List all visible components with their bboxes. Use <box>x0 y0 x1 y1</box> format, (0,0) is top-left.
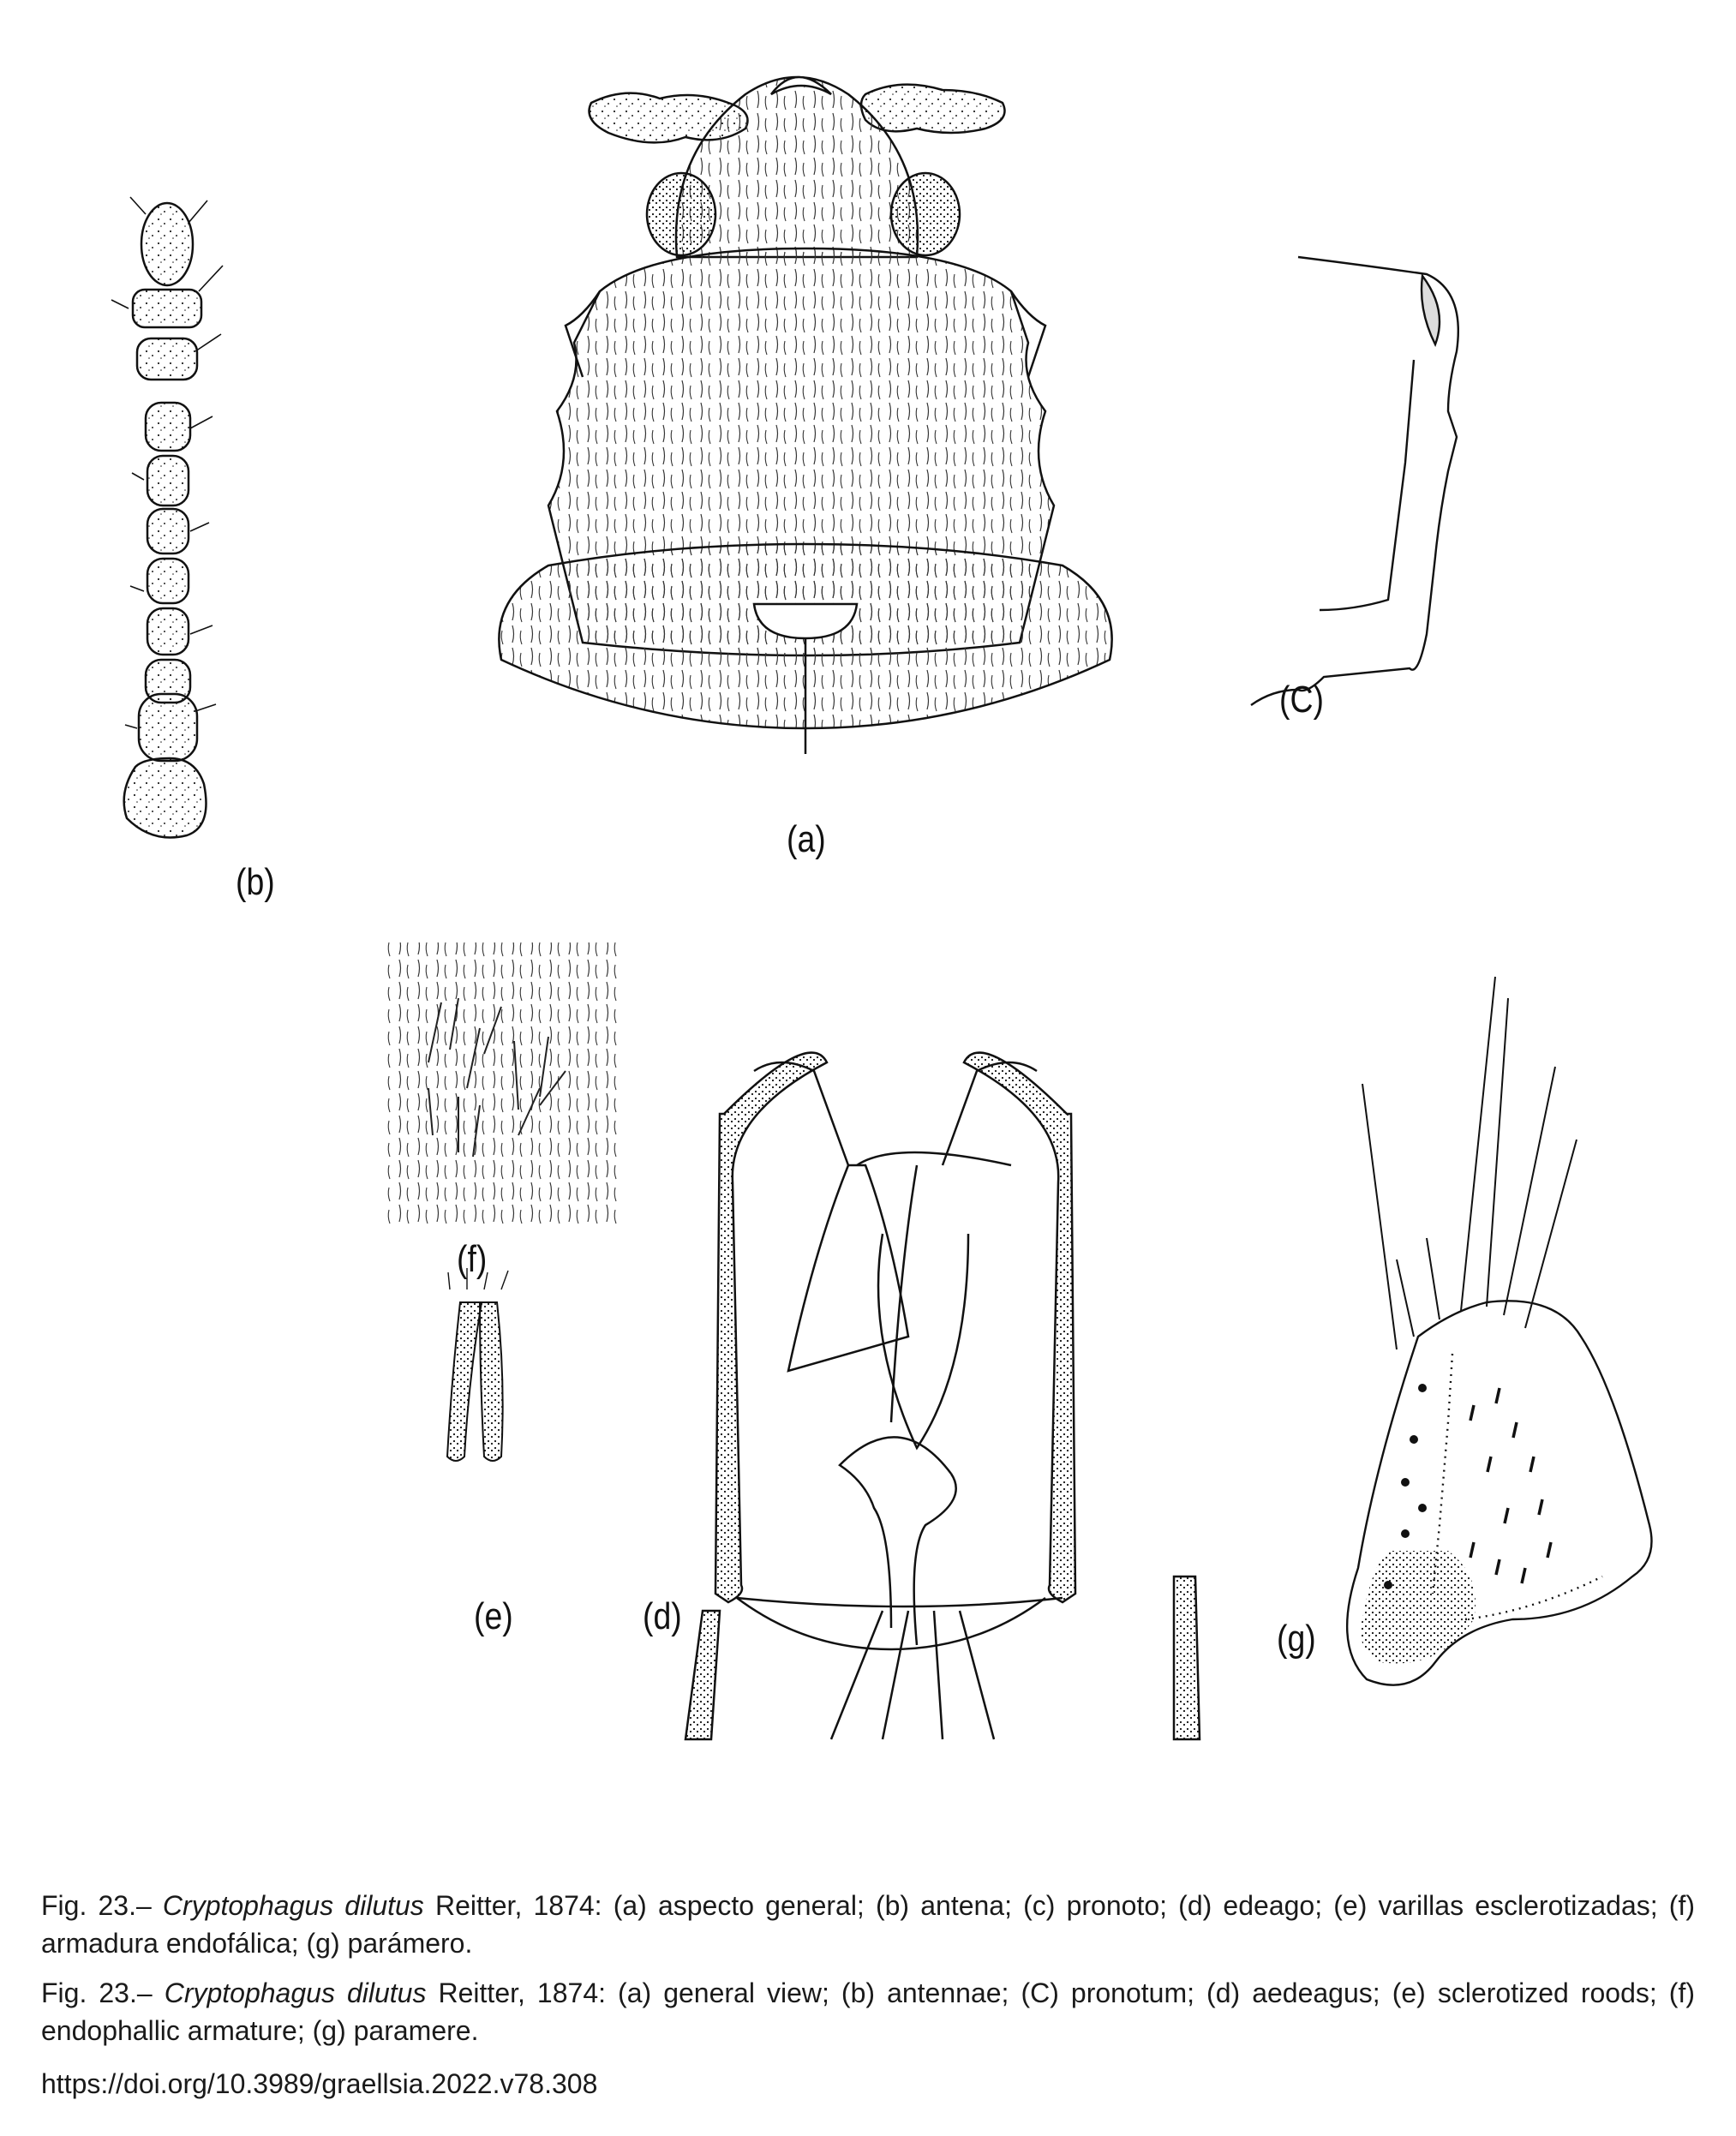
panel-label-g: (g) <box>1277 1618 1316 1660</box>
endophallic-armature-drawing <box>384 942 624 1225</box>
sclerotized-rods-drawing <box>447 1268 508 1461</box>
figure-caption-spanish <box>41 1887 1695 1962</box>
figure-caption-english <box>41 1974 1695 2049</box>
caption-es-species: Cryptophagus dilutus <box>162 1890 424 1921</box>
panel-label-e: (e) <box>474 1595 513 1637</box>
caption-en-species: Cryptophagus dilutus <box>164 1977 427 2008</box>
paramere-drawing <box>1347 977 1651 1685</box>
aedeagus-drawing <box>685 1053 1200 1739</box>
panel-label-f: (f) <box>457 1238 488 1280</box>
caption-es-prefix: Fig. 23.– <box>41 1890 163 1921</box>
panel-label-a: (a) <box>787 818 826 860</box>
pronotum-outline-drawing <box>1251 257 1458 705</box>
panel-label-d: (d) <box>643 1595 682 1637</box>
antenna-drawing <box>111 197 223 838</box>
doi-link[interactable]: https://doi.org/10.3989/graellsia.2022.v78.308 <box>41 2068 598 2099</box>
panel-label-c: (C) <box>1279 679 1324 721</box>
caption-es-text: Reitter, 1874: (a) aspecto general; (b) antena; (c) pronoto; (d) edeago; (e) varillas esclerotizadas; (f) armadura endofálica; (g) parámero. <box>41 1890 1696 1959</box>
general-view-drawing <box>499 77 1111 754</box>
panel-label-b: (b) <box>236 861 275 903</box>
caption-en-text: Reitter, 1874: (a) general view; (b) antennae; (C) pronotum; (d) aedeagus; (e) sclerotized roods; (f) endophallic armature; (g) paramere. <box>41 1977 1696 2046</box>
caption-en-prefix: Fig. 23.– <box>41 1977 165 2008</box>
